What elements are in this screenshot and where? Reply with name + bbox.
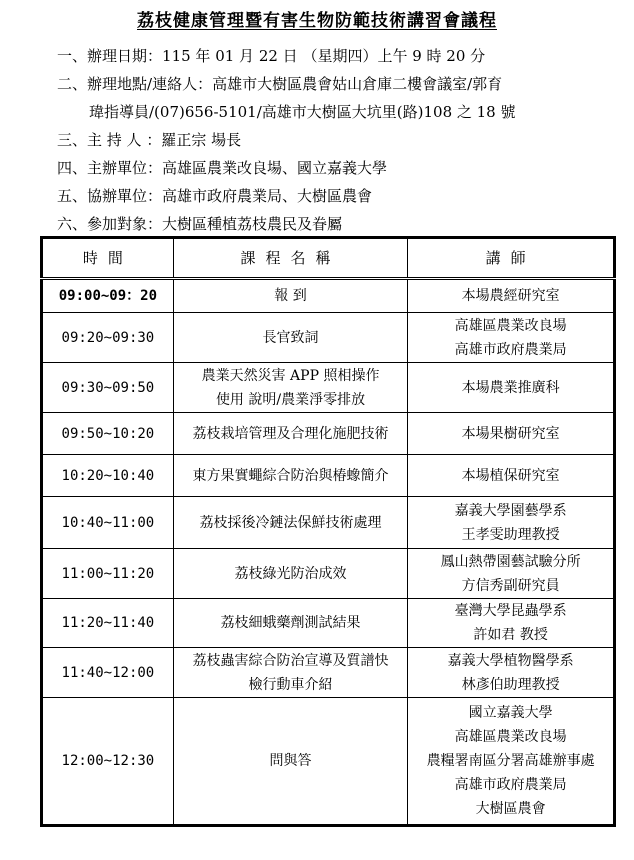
info-location: 二、 辦理地點/連絡人： 高雄市大樹區農會姑山倉庫二樓會議室/郭育 (57, 74, 503, 93)
course-cell (173, 413, 408, 455)
speaker-cell (408, 413, 615, 455)
course-line: 檢行動車介紹 (248, 676, 333, 693)
table-row (42, 363, 615, 413)
speaker-line: 高雄區農業改良場 (454, 317, 567, 334)
course-cell (173, 279, 408, 313)
speaker-line: 高雄區農業改良場 (454, 729, 567, 745)
course-line: 長官致詞 (262, 329, 319, 346)
speaker-cell (408, 455, 615, 497)
speaker-line: 高雄市政府農業局 (454, 777, 567, 793)
course-cell (173, 455, 408, 497)
info-location-continuation: 瑋指導員/(07)656-5101/高雄市大樹區大坑里(路)108 之 18 號 (89, 102, 516, 121)
speaker-cell (408, 279, 615, 313)
speaker-line: 農糧署南區分署高雄辦事處 (426, 753, 595, 769)
speaker-line: 王孝雯助理教授 (461, 526, 560, 543)
course-line: 荔枝栽培管理及合理化施肥技術 (192, 425, 389, 442)
agenda-table (40, 236, 616, 827)
course-cell (173, 648, 408, 698)
table-row (42, 455, 615, 497)
table-row (42, 599, 615, 648)
table-row (42, 648, 615, 698)
speaker-cell (408, 313, 615, 363)
course-cell (173, 363, 408, 413)
speaker-cell (408, 648, 615, 698)
speaker-line: 許如君 教授 (473, 627, 548, 643)
time-cell: 09:00~09：20 (42, 279, 174, 313)
info-co-organizer: 五、 協辦單位： 高雄市政府農業局、大樹區農會 (57, 186, 373, 205)
table-row (42, 497, 615, 549)
course-line: 荔枝細蛾藥劑測試結果 (220, 615, 361, 631)
table-row (42, 313, 615, 363)
speaker-cell (408, 549, 615, 599)
time-cell: 09:20~09:30 (42, 313, 174, 363)
speaker-cell (408, 698, 615, 826)
agenda-body (42, 279, 615, 826)
speaker-line: 本場農業推廣科 (461, 379, 560, 396)
course-line: 荔枝採後冷鏈法保鮮技術處理 (199, 514, 382, 531)
course-line: 東方果實蠅綜合防治與椿蟓簡介 (192, 467, 389, 484)
speaker-line: 嘉義大學植物醫學系 (447, 652, 574, 669)
course-line: 報 到 (274, 288, 307, 304)
header-time: 時間 (42, 238, 174, 279)
course-line: 使用 說明/農業淨零排放 (215, 391, 366, 408)
table-header-row (42, 238, 615, 279)
document-title: 荔枝健康管理暨有害生物防範技術講習會議程 (137, 11, 497, 31)
course-cell (173, 599, 408, 648)
course-cell (173, 698, 408, 826)
speaker-line: 林彥伯助理教授 (461, 676, 560, 693)
info-date: 一、 辦理日期： 115 年 01 月 22 日 （星期四）上午 9 時 20 分 (57, 46, 486, 65)
info-organizer: 四、 主辦單位： 高雄區農業改良場、國立嘉義大學 (57, 158, 388, 177)
table-row (42, 413, 615, 455)
speaker-cell (408, 363, 615, 413)
course-line: 問與答 (269, 753, 312, 769)
table-row (42, 698, 615, 826)
time-cell: 09:50~10:20 (42, 413, 174, 455)
speaker-line: 大樹區農會 (475, 801, 546, 817)
time-cell: 11:40~12:00 (42, 648, 174, 698)
speaker-line: 本場植保研究室 (461, 467, 560, 484)
time-cell: 10:40~11:00 (42, 497, 174, 549)
speaker-line: 方信秀副研究員 (461, 577, 560, 594)
speaker-line: 本場果樹研究室 (461, 425, 560, 442)
time-cell: 12:00~12:30 (42, 698, 174, 826)
course-line: 荔枝綠光防治成效 (234, 565, 347, 582)
speaker-cell (408, 497, 615, 549)
info-section (57, 42, 617, 238)
speaker-line: 臺灣大學昆蟲學系 (454, 603, 567, 619)
time-cell: 11:00~11:20 (42, 549, 174, 599)
speaker-line: 高雄市政府農業局 (454, 341, 567, 358)
time-cell: 11:20~11:40 (42, 599, 174, 648)
course-cell (173, 313, 408, 363)
header-course: 課程名稱 (173, 238, 408, 279)
time-cell: 09:30~09:50 (42, 363, 174, 413)
header-speaker: 講師 (408, 238, 615, 279)
course-line: 荔枝蟲害綜合防治宣導及質譜快 (192, 652, 389, 669)
speaker-line: 國立嘉義大學 (468, 705, 553, 721)
table-row (42, 549, 615, 599)
info-participants: 六、 參加對象： 大樹區種植荔枝農民及眷屬 (57, 214, 343, 233)
course-line: 農業天然災害 APP 照相操作 (201, 367, 380, 384)
course-cell (173, 497, 408, 549)
speaker-line: 鳳山熱帶園藝試驗分所 (440, 553, 581, 570)
course-cell (173, 549, 408, 599)
info-host: 三、 主 持 人 ： 羅正宗 場長 (57, 130, 242, 149)
speaker-cell (408, 599, 615, 648)
time-cell: 10:20~10:40 (42, 455, 174, 497)
speaker-line: 本場農經研究室 (461, 288, 560, 304)
speaker-line: 嘉義大學園藝學系 (454, 502, 567, 519)
table-row (42, 279, 615, 313)
